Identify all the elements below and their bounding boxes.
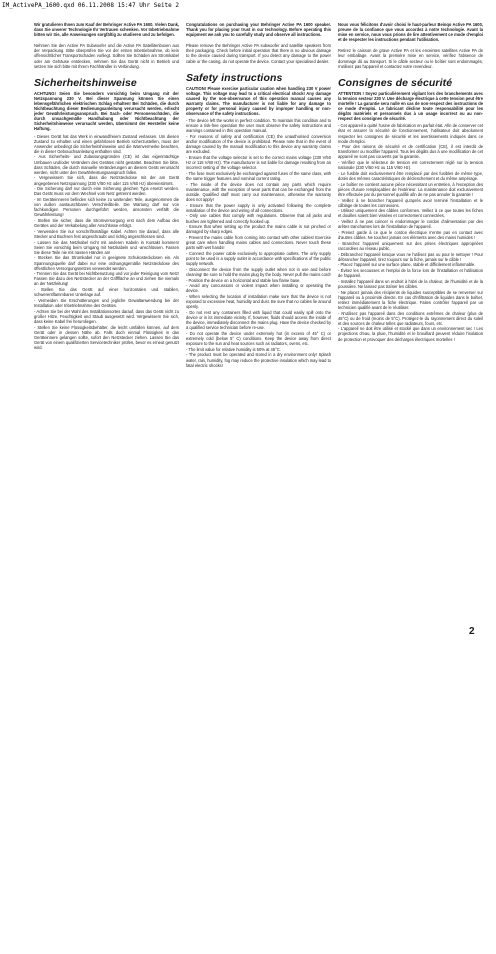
instruction-item: - Le fusible doit exclusivement être remplacé par des fusibles de même type, dotés des mêmes caractéristiques de déclenchement et du même ampérage. xyxy=(338,170,483,182)
instruction-item: - Die Sicherung darf nur durch eine Sicherung gleichen Typs ersetzt werden. Das Gerät muss vor dem Wechsel vom Netz getrennt werden. xyxy=(34,186,179,197)
column-english xyxy=(186,22,331,368)
warning-lead: CAUTION! Please exercise particular caution when handling 230 V power voltage. This voltage may lead to a critical electrical shock! Any damage caused by the non-observance of this operation manual causes any warranty claims. The manufacturer is not liable for any damage to property or for personal injury caused by improper handling or non-observance of the safety instructions. xyxy=(186,85,331,117)
instruction-item: - The product must be operated and stored in a dry environment only! Splash water, rain, humidity, fog may reduce the protective insulation which may lead to fatal electric shocks! xyxy=(186,352,331,368)
instruction-item: - Achten Sie bei der Wahl des Installationsortes darauf, dass das Gerät nicht zu großer Hitze, Feuchtigkeit und Staub ausgesetzt wird. Vergewissern Sie sich, dass keine Kabel frei herumliegen. xyxy=(34,308,179,324)
instruction-item: - Avoid any concussions or violent impact when installing or operating the device. xyxy=(186,283,331,294)
instruction-item: - Stellen Sie sicher, dass die Stromversorgung erst nach dem Aufbau des Gerätes und der Verkabelung aller Anschlüsse erfolgt. xyxy=(34,217,179,229)
intro-text: Please remove the Behringer Active PA subwoofer and satellite speakers from their packaging. Check before initial operation that there is no obvious damage to the device caused during transport. If you detect any damage to the power cable or the casing, do not operate the device. Contact your specialised dealer. xyxy=(186,43,331,64)
intro-bold: Congratulations on purchasing your Behringer Active PA 1600 speaker. Thank you for placing your trust in our technology. Before operating this equipment we ask you to carefully study and observe all instructions. xyxy=(186,22,331,38)
instruction-item: - Ne placez jamais des récipients de liquides susceptibles de se renverser sur l'appareil ou à proximité directe. En cas d'infiltration de liquides dans le boîtier, retirez immédiatement la fiche électrique. Faites contrôler l'appareil par un technicien qualifié avant de le réutiliser. xyxy=(338,289,483,310)
instruction-item: - Trennen Sie das Gerät bei Nichtbenutzung und vor jeder Reinigung vom Netz! Fassen Sie dazu den Netzstecker an der Grifffläche an und ziehen Sie niemals an der Netzleitung! xyxy=(34,271,179,287)
intro-bold: Nous vous félicitons d'avoir choisi le haut-parleur Beinqo Active PA 1600, preuve de la confiance que vous accordez à notre technologie. Avant la mise en service, nous vous prions de lire attentivement ce mode d'emploi et de respecter les instructions pendant l'utilisation. xyxy=(338,22,483,43)
warning-lead: ACHTUNG! Seien Sie besonders vorsichtig beim Umgang mit der Netzspannung 230 V. Bei dieser Spannung können Sie einen lebensgefährlichen elektrischen Schlag erhalten! Bei Schäden, die durch Nichtbeachtung dieser Bedienungsanleitung verursacht werden, erlischt jeder Gewährleistungsanspruch. Bei Sach- oder Personenschäden, die durch unsachgemäße Handhabung oder Nichtbeachtung der Sicherheitshinweise verursacht werden, übernimmt der Hersteller keine Haftung. xyxy=(34,90,179,132)
instruction-item: - Verwenden Sie nur vorschriftsmäßige Kabel. Achten Sie darauf, dass alle Stecker und Buchsen fest angeschraubt und richtig angeschlossen sind. xyxy=(34,228,179,239)
instruction-item: - For reasons of safety and certification (CE) the unauthorised conversion and/or modification of the device is prohibited. Please note that in the event of damage caused by the manual modification to this device any warranty claims are excluded. xyxy=(186,134,331,155)
intro-bold: Wir gratulieren Ihnen zum Kauf der Behringer Active PA 1600. Vielen Dank, dass Sie unserer Technologie Ihr Vertrauen schenken. Vor Inbetriebnahme bitten wir Sie, alle Anweisungen sorgfältig zu studieren und zu befolgen. xyxy=(34,22,179,38)
instruction-item: - Ensure that the power supply is only activated following the complete installation of the device and wiring of all connections. xyxy=(186,202,331,213)
instruction-item: - Stellen Sie keine Flüssigkeitsbehälter, die leicht umfallen können, auf dem Gerät oder in dessen Nähe ab. Falls doch einmal Flüssigkeit in das Geräteinnere gelangen sollte, sofort den Netzstecker ziehen. Lassen Sie das Gerät von einem qualifizierten Servicetechniker prüfen, bevor es erneut genutzt wird. xyxy=(34,324,179,350)
instruction-list xyxy=(186,118,331,368)
instruction-item: - Disconnect the device from the supply outlet when not in use and before cleaning! Be sure to hold the mains plug by the body. Never pull the mains cord! xyxy=(186,266,331,277)
instruction-item: - Pour des raisons de sécurité et de certification (CE), il est interdit de transformer ou modifier l'appareil. Tous les dégâts dus à une modification de cet appareil ne sont pas couverts par la garantie. xyxy=(338,144,483,160)
instruction-item: - Only use cables that comply with regulations. Observe that all jacks and bushes are tightened and correctly hooked up. xyxy=(186,213,331,224)
instruction-item: - Ensure that the voltage selector is set to the correct mains voltage (230 V/50 Hz or 115 V/60 Hz). The manufacturer is not liable for damage resulting from an incorrect setting of the voltage selector. xyxy=(186,155,331,171)
instruction-item: - Placez l'appareil sur une surface plane, stable et difficilement inflammable. xyxy=(338,262,476,268)
intro-text: Retirez le caisson de grave Active PA et les enceintes satellites Active PA de leur emballage. Avant la première mise en service, vérifiez l'absence de dommage dû au transport. Si le câble secteur ou le boîtier sont endommagés, n'utilisez pas l'appareil et contactez votre revendeur. xyxy=(338,48,483,69)
instruction-item: - The inside of the device does not contain any parts which require maintenance, with the exception of wear parts that can be exchanged from the outside. Qualified staff must carry out maintenance, otherwise the warranty does not apply! xyxy=(186,181,331,202)
instruction-item: - Stecken Sie das Stromkabel nur in geeignete Schukosteckdosen ein. Als Spannungsquelle darf dabei nur eine ordnungsgemäße Netzsteckdose des öffentlichen Versorgungsnetzes verwendet werden. xyxy=(34,255,179,271)
section-heading: Sicherheitshinweise xyxy=(34,76,137,89)
column-german xyxy=(34,22,179,351)
instruction-item: - Position the device on a horizontal and stable low flame base. xyxy=(186,277,301,283)
instruction-item: - The fuse must exclusively be exchanged against fuses of the same class, with the same trigger features and nominal current rating. xyxy=(186,170,331,182)
column-french xyxy=(338,22,483,342)
instruction-item: - Cet appareil a quitté l'usine de fabrication en parfait état. Afin de conserver cet état et assurer la sécurité de fonctionnement, l'utilisateur doit absolument respecter les consignes de sécurité et les avertissements indiqués dans ce mode d'emploi. xyxy=(338,123,483,144)
instruction-item: - Veillez à ne pas coincer ni endommager le cordon d'alimentation par des arêtes tranchantes lors de l'installation de l'appareil. xyxy=(338,219,483,230)
instruction-list xyxy=(34,134,179,351)
instruction-item: - Vermeiden Sie Erschütterungen und jegliche Gewaltanwendung bei der Installation oder Inbetriebnahme des Gerätes. xyxy=(34,297,179,309)
instruction-item: - Débranchez l'appareil lorsque vous ne l'utilisez pas ou pour le nettoyer ! Pour débrancher l'appareil, tirez toujours sur la fiche, jamais sur le câble ! xyxy=(338,251,483,262)
instruction-item: - Vergewissern Sie sich, dass die Netzsteckdose mit der am Gerät angegebenen Netzspannung (230 V/50 Hz oder 115 V/60 Hz) übereinstimmt. xyxy=(34,175,179,186)
instruction-item: - Utilisez uniquement des câbles conformes. Veillez à ce que toutes les fiches et douilles soient bien vissées et correctement connectées. xyxy=(338,208,483,219)
section-heading: Safety instructions xyxy=(186,71,283,84)
instruction-item: - Connect the power cable exclusively to appropriate outlets. The only supply point to be used is a supply outlet in accordance with specifications of the public supply network. xyxy=(186,250,331,267)
instruction-item: - L'appareil ne doit être utilisé et stocké que dans un environnement sec ! Les projections d'eau, la pluie, l'humidité et le brouillard peuvent réduire l'isolation de protection et provoquer des décharges électriques mortelles ! xyxy=(338,326,483,342)
instruction-item: - Stellen Sie das Gerät auf einer horizontalen und stabilen, schwerentflammbaren Unterlage auf. xyxy=(34,287,179,298)
instruction-item: - Branchez l'appareil uniquement sur des prises électriques appropriées raccordées au réseau public. xyxy=(338,240,483,251)
instruction-item: - Prevent the mains cable from coming into contact with other cables! Exercise great care when handling mains cables and connections. Never touch these parts with wet hands! xyxy=(186,235,331,251)
instruction-item: - Im Geräteinneren befinden sich keine zu wartenden Teile, ausgenommen die von außen austauschbaren Verschleißteile. Die Wartung darf nur von fachkundigen Personen durchgeführt werden, ansonsten verfällt die Gewährleistung! xyxy=(34,197,179,218)
instruction-item: - When selecting the location of installation make sure that the device is not exposed to excessive heat, humidity and dust. Be sure that no cables lie around openly. xyxy=(186,294,331,310)
instruction-item: - Évitez les secousses et l'emploi de la force lors de l'installation et l'utilisation de l'appareil. xyxy=(338,267,483,279)
print-header: IM_ActivePA_1600.qxd 06.11.2008 15:47 Uhr Seite 2 xyxy=(2,2,180,9)
instruction-item: - Lassen Sie das Netzkabel nicht mit anderen Kabeln in Kontakt kommen! Seien Sie vorsichtig beim Umgang mit Netzkabeln und -anschlüssen. Fassen Sie diese Teile nie mit nassen Händen an! xyxy=(34,239,179,255)
instruction-item: - The device left the works in perfect condition. To maintain this condition and to ensure a risk-free operation the user must observe the safety instructions and warnings contained in this operation manual. xyxy=(186,118,331,134)
page-number: 2 xyxy=(469,626,475,637)
instruction-item: - The limit value for relative humidity is 50% at 45°C. xyxy=(186,346,281,352)
instruction-item: - Vérifiez que le sélecteur de tension est correctement réglé sur la tension nationale (230 V/50 Hz ou 115 V/60 Hz). xyxy=(338,160,483,171)
instruction-list xyxy=(338,123,483,341)
instruction-item: - Ensure that when setting up the product the mains cable is not pinched or damaged by sharp edges. xyxy=(186,224,331,235)
warning-lead: ATTENTION ! Soyez particulièrement vigilant lors des branchements avec la tension secteur 230 V. Une décharge électrique à cette tension peut être mortelle ! La garantie sera nulle en cas de non-respect des instructions de ce mode d'emploi. Le fabricant décline toute responsabilité pour les dégâts matériels et personnels dus à un usage incorrect ou au non-respect des consignes de sécurité. xyxy=(338,90,483,122)
section-heading: Consignes de sécurité xyxy=(338,76,453,89)
intro-text: Nehmen Sie den Active PA Subwoofer und die Active PA Satellitenboxen aus der Verpackung. Bitte überprüfen Sie vor der ersten Inbetriebnahme, ob kein offensichtlicher Transportschaden vorliegt. Sollten Sie Schäden am Stromkabel oder am Gehäuse entdecken, nehmen Sie das Gerät nicht in Betrieb und setzen Sie sich bitte mit Ihrem Fachhändler in Verbindung. xyxy=(34,43,179,69)
instruction-item: - Veillez à ne brancher l'appareil qu'après avoir terminé l'installation et le câblage de toutes les connexions. xyxy=(338,197,483,208)
instruction-item: - Aus Sicherheits- und Zulassungsgründen (CE) ist das eigenmächtige Umbauen und/oder Verändern des Gerätes nicht gestattet. Beachten Sie bitte, dass Schäden, die durch manuelle Veränderungen an diesem Gerät verursacht werden, nicht unter den Gewährleistungsanspruch fallen. xyxy=(34,154,179,175)
instruction-item: - Do not operate the device under extremely hot (in excess of 45° C) or extremely cold (below 5° C) conditions. Keep the device away from direct exposure to the sun and heat sources such as radiators, ovens, etc. xyxy=(186,330,331,347)
instruction-item: - Dieses Gerät hat das Werk in einwandfreiem Zustand verlassen. Um diesen Zustand zu erhalten und einen gefahrlosen Betrieb sicherzustellen, muss der Anwender unbedingt die Sicherheitshinweise und die Warnvermerke beachten, die in dieser Gebrauchsanleitung enthalten sind. xyxy=(34,133,179,154)
instruction-item: - Le boîtier ne contient aucune pièce nécessitant un entretien, à l'exception des pièces d'usure remplaçables de l'extérieur. La maintenance doit exclusivement être effectuée par du personnel qualifié afin de ne pas annuler la garantie ! xyxy=(338,181,483,197)
instruction-item: - Prenez garde à ce que le cordon électrique n'entre pas en contact avec d'autres câbles. Ne touchez jamais ces éléments avec des mains humides ! xyxy=(338,229,483,241)
instruction-item: - Do not rest any containers filled with liquid that could easily spill onto the device or in its immediate vicinity. If, however, fluids should access the inside of the device, immediately disconnect the mains plug. Have the device checked by a qualified service technician before re-use. xyxy=(186,309,331,331)
instruction-item: - N'utilisez pas l'appareil dans des conditions extrêmes de chaleur (plus de 45°C) ou de froid (moins de 5°C). Protégez-le du rayonnement direct du soleil et des sources de chaleur telles que radiateurs, fours, etc. xyxy=(338,310,483,326)
instruction-item: - Installez l'appareil dans un endroit à l'abri de la chaleur, de l'humidité et de la poussière. Ne laissez pas traîner les câbles. xyxy=(338,278,483,289)
